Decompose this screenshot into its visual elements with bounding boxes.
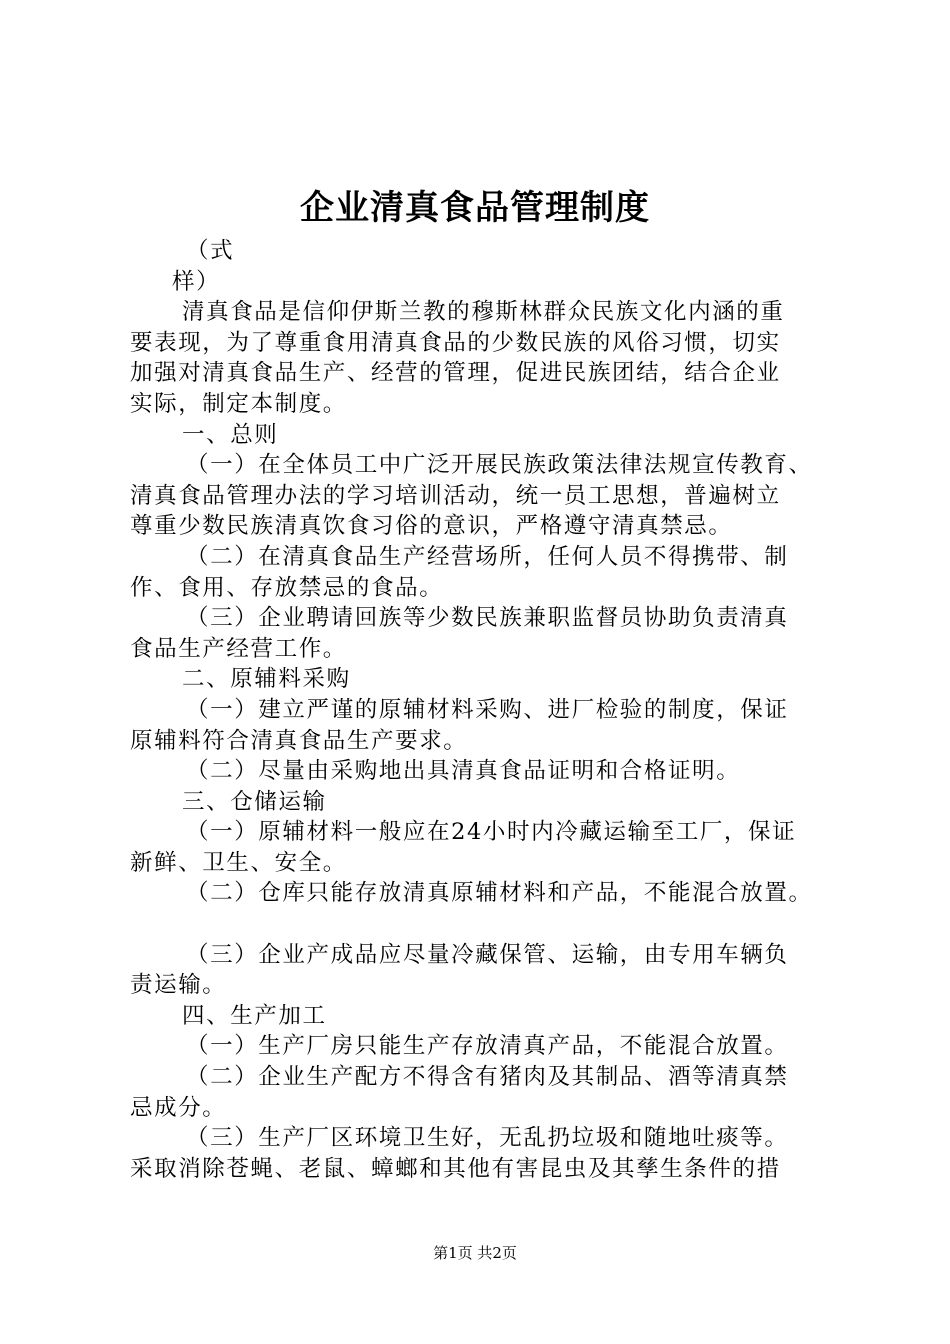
page-footer: 第1页 共2页 — [433, 1244, 517, 1262]
text-line: 加强对清真食品生产、经营的管理，促进民族团结，结合企业 — [130, 360, 781, 387]
text-line: （一）生产厂房只能生产存放清真产品，不能混合放置。 — [186, 1033, 789, 1060]
text-line: 采取消除苍蝇、老鼠、蟑螂和其他有害昆虫及其孳生条件的措 — [130, 1155, 781, 1182]
document-body — [130, 236, 836, 1184]
text-line: （三）企业产成品应尽量冷藏保管、运输，由专用车辆负 — [186, 941, 789, 968]
text-line: （二）仓库只能存放清真原辅材料和产品，不能混合放置。 — [186, 880, 813, 907]
text-line: 要表现，为了尊重食用清真食品的少数民族的风俗习惯，切实 — [130, 329, 781, 356]
blank-line — [130, 909, 836, 940]
document-title: 企业清真食品管理制度 — [300, 188, 650, 228]
text-line: 清真食品管理办法的学习培训活动，统一员工思想，普遍树立 — [130, 482, 781, 509]
text-line: （二）尽量由采购地出具清真食品证明和合格证明。 — [186, 758, 741, 785]
text-line: （二）在清真食品生产经营场所，任何人员不得携带、制 — [186, 543, 789, 570]
text-line: （三）企业聘请回族等少数民族兼职监督员协助负责清真 — [186, 605, 789, 632]
text-line: （一）原辅材料一般应在24小时内冷藏运输至工厂，保证 — [186, 819, 797, 846]
section-heading: 一、总则 — [182, 421, 279, 448]
text-line: 忌成分。 — [130, 1094, 227, 1121]
text-line: 尊重少数民族清真饮食习俗的意识，严格遵守清真禁忌。 — [130, 513, 733, 540]
text-line: 样） — [172, 268, 221, 295]
text-line: 实际，制定本制度。 — [130, 390, 347, 417]
section-heading: 二、原辅料采购 — [182, 666, 351, 693]
text-line: 食品生产经营工作。 — [130, 635, 347, 662]
text-line: 责运输。 — [130, 972, 227, 999]
text-line: （一）建立严谨的原辅材料采购、进厂检验的制度，保证 — [186, 696, 789, 723]
text-line: （式 — [186, 238, 235, 264]
text-line: （二）企业生产配方不得含有猪肉及其制品、酒等清真禁 — [186, 1064, 789, 1091]
text-line: 原辅料符合清真食品生产要求。 — [130, 727, 468, 754]
text-line: 作、食用、存放禁忌的食品。 — [130, 574, 444, 601]
text-line: 清真食品是信仰伊斯兰教的穆斯林群众民族文化内涵的重 — [182, 299, 785, 326]
section-heading: 四、生产加工 — [182, 1002, 327, 1029]
section-heading: 三、仓储运输 — [182, 788, 327, 815]
text-line: （三）生产厂区环境卫生好，无乱扔垃圾和随地吐痰等。 — [186, 1125, 789, 1152]
text-line: （一）在全体员工中广泛开展民族政策法律法规宣传教育、 — [186, 452, 813, 479]
text-line: 新鲜、卫生、安全。 — [130, 849, 347, 876]
